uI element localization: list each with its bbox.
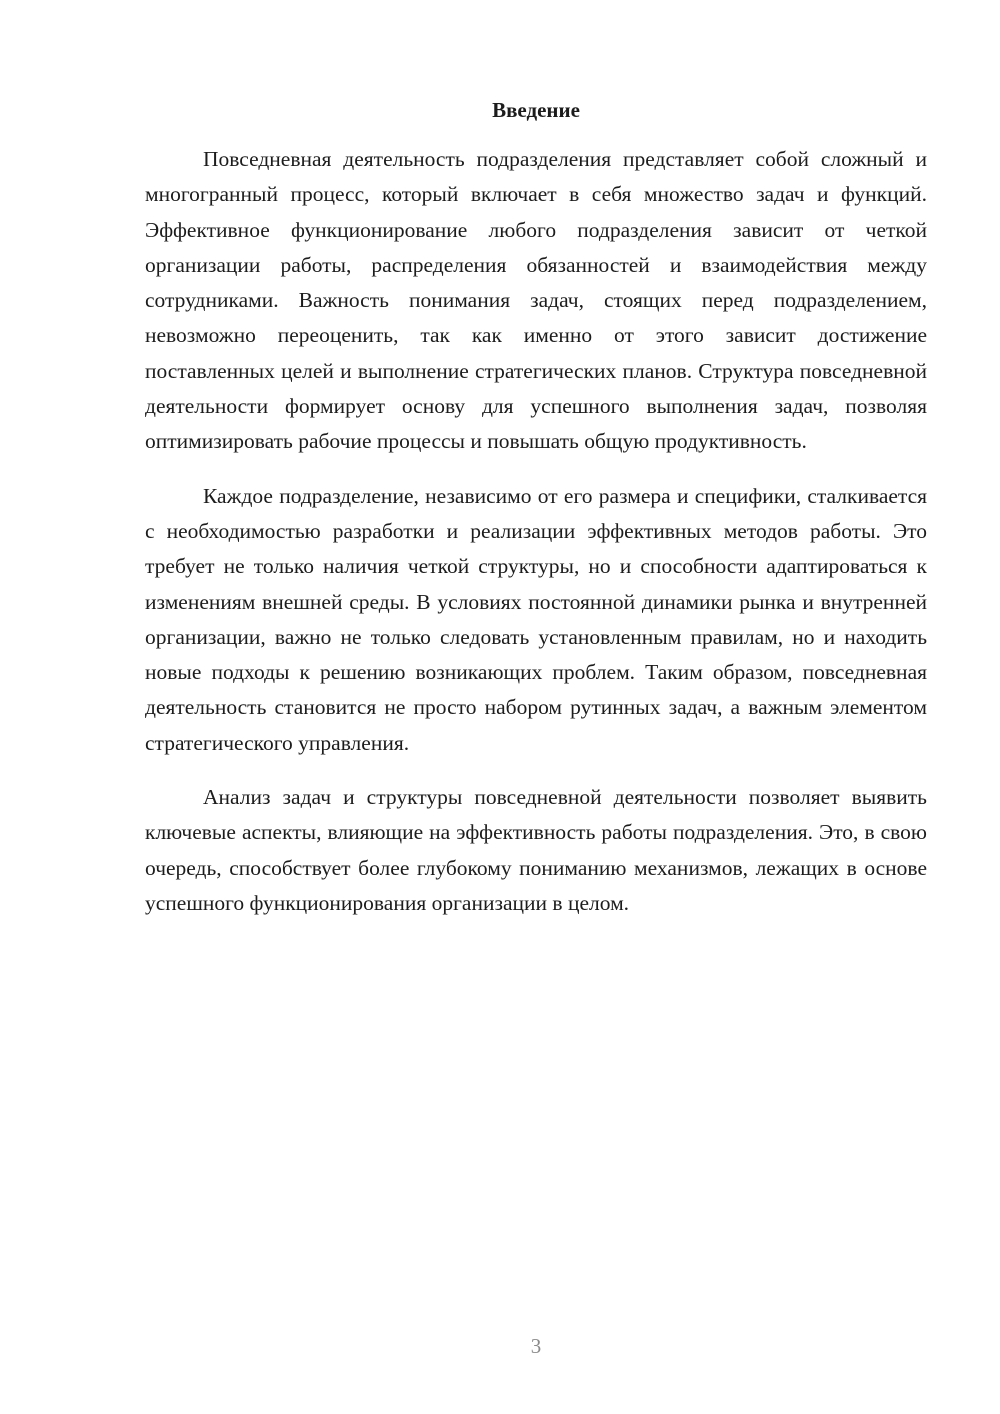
page-content <box>145 94 927 921</box>
page-title: Введение <box>492 98 580 122</box>
paragraph-3: Анализ задач и структуры повседневной деятельности позволяет выявить ключевые аспекты, влияющие на эффективность работы подразделения. Это, в свою очередь, способствует более глубокому пониманию механизмов, лежащих в основе успешного функционирования организации в целом. <box>145 785 927 915</box>
page-number: 3 <box>530 1334 542 1358</box>
paragraph-2: Каждое подразделение, независимо от его размера и специфики, сталкивается с необходимостью разработки и реализации эффективных методов работы. Это требует не только наличия четкой структуры, но и способности адаптироваться к изменениям внешней среды. В условиях постоянной динамики рынка и внутренней организации, важно не только следовать установленным правилам, но и находить новые подходы к решению возникающих проблем. Таким образом, повседневная деятельность становится не просто набором рутинных задач, а важным элементом стратегического управления. <box>145 483 927 755</box>
paragraph-1: Повседневная деятельность подразделения представляет собой сложный и многогранный процесс, который включает в себя множество задач и функций. Эффективное функционирование любого подразделения зависит от четкой организации работы, распределения обязанностей и взаимодействия между сотрудниками. Важность понимания задач, стоящих перед подразделением, невозможно переоценить, так как именно от этого зависит достижение поставленных целей и выполнение стратегических планов. Структура повседневной деятельности формирует основу для успешного выполнения задач, позволяя оптимизировать рабочие процессы и повышать общую продуктивность. <box>145 147 927 454</box>
